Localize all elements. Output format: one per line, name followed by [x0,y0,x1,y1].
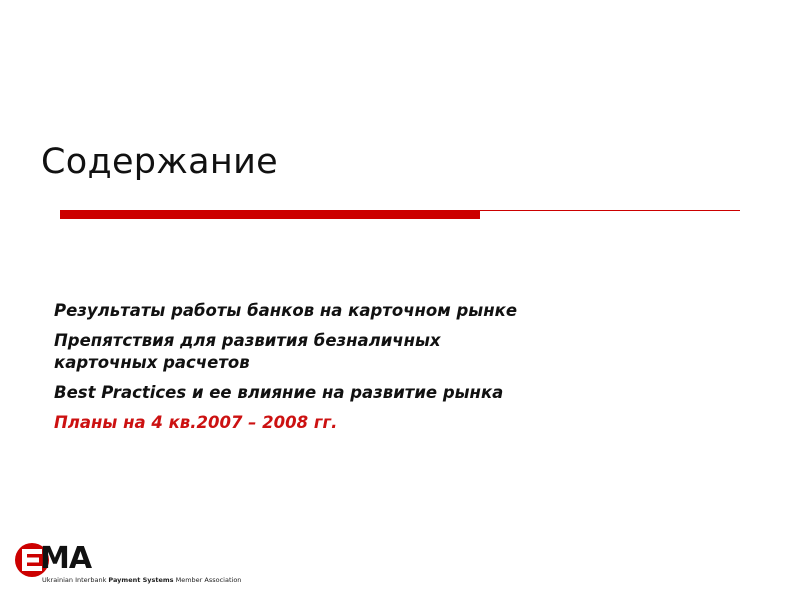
agenda-item-plans: Планы на 4 кв.2007 – 2008 гг. [54,413,338,432]
logo-letters: MA [40,541,92,576]
ema-logo [12,540,252,590]
slide-title: Содержание [41,142,278,182]
agenda-item-obstacles: Препятствия для развития безналичных карточных расчетов [54,331,441,372]
logo-tagline [42,576,241,584]
logo-tagline-suffix: Member Association [173,576,242,584]
logo-tagline-strong: Payment Systems [108,576,174,584]
agenda-item-bank-results: Результаты работы банков на карточном рынке [54,301,518,320]
title-divider-thin [480,210,740,211]
agenda-list [54,300,654,442]
title-divider-thick [60,210,480,219]
logo-tagline-prefix: Ukrainian Interbank [42,576,109,584]
agenda-item-best-practices: Best Practices и ее влияние на развитие рынка [54,383,504,402]
